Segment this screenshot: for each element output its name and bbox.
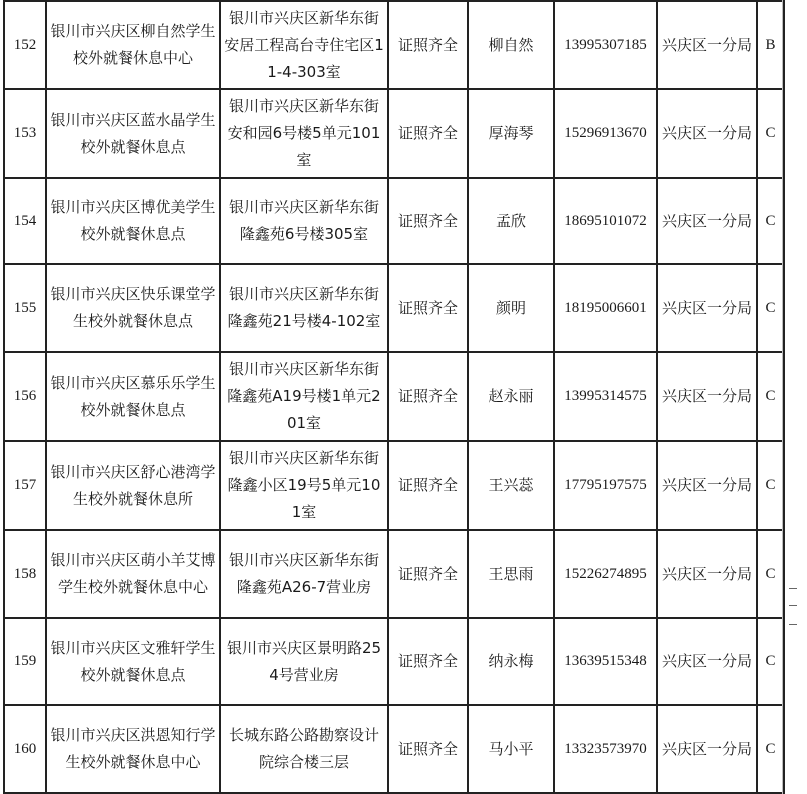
rating-grade: C	[757, 618, 784, 705]
contact-person: 王思雨	[468, 530, 554, 618]
venue-name: 银川市兴庆区洪恩知行学生校外就餐休息中心	[46, 705, 220, 793]
supervising-agency: 兴庆区一分局	[657, 441, 757, 530]
phone-number: 13639515348	[554, 618, 657, 705]
supervising-agency: 兴庆区一分局	[657, 530, 757, 618]
phone-number: 13323573970	[554, 705, 657, 793]
venue-address: 银川市兴庆区新华东街隆鑫苑21号楼4-102室	[220, 264, 388, 352]
adjacent-page-edge	[782, 0, 805, 794]
table-row	[4, 441, 784, 530]
contact-person: 颜明	[468, 264, 554, 352]
contact-person: 马小平	[468, 705, 554, 793]
supervising-agency: 兴庆区一分局	[657, 352, 757, 441]
venue-address: 长城东路公路勘察设计院综合楼三层	[220, 705, 388, 793]
registry-table	[3, 0, 785, 794]
contact-person: 柳自然	[468, 1, 554, 89]
license-status: 证照齐全	[388, 1, 468, 89]
contact-person: 厚海琴	[468, 89, 554, 178]
supervising-agency: 兴庆区一分局	[657, 705, 757, 793]
rating-grade: C	[757, 89, 784, 178]
venue-name: 银川市兴庆区博优美学生校外就餐休息点	[46, 178, 220, 264]
supervising-agency: 兴庆区一分局	[657, 618, 757, 705]
license-status: 证照齐全	[388, 618, 468, 705]
contact-person: 纳永梅	[468, 618, 554, 705]
phone-number: 17795197575	[554, 441, 657, 530]
venue-address: 银川市兴庆区新华东街隆鑫苑A19号楼1单元201室	[220, 352, 388, 441]
phone-number: 18195006601	[554, 264, 657, 352]
venue-name: 银川市兴庆区蓝水晶学生校外就餐休息点	[46, 89, 220, 178]
venue-name: 银川市兴庆区柳自然学生校外就餐休息中心	[46, 1, 220, 89]
supervising-agency: 兴庆区一分局	[657, 1, 757, 89]
venue-name: 银川市兴庆区快乐课堂学生校外就餐休息点	[46, 264, 220, 352]
venue-address: 银川市兴庆区新华东街隆鑫苑A26-7营业房	[220, 530, 388, 618]
rating-grade: C	[757, 705, 784, 793]
table-row	[4, 530, 784, 618]
contact-person: 赵永丽	[468, 352, 554, 441]
phone-number: 13995314575	[554, 352, 657, 441]
row-number: 158	[4, 530, 46, 618]
table-row	[4, 89, 784, 178]
row-number: 152	[4, 1, 46, 89]
license-status: 证照齐全	[388, 178, 468, 264]
venue-name: 银川市兴庆区慕乐乐学生校外就餐休息点	[46, 352, 220, 441]
table-row	[4, 705, 784, 793]
license-status: 证照齐全	[388, 264, 468, 352]
phone-number: 15296913670	[554, 89, 657, 178]
venue-name: 银川市兴庆区文雅轩学生校外就餐休息点	[46, 618, 220, 705]
license-status: 证照齐全	[388, 705, 468, 793]
row-number: 157	[4, 441, 46, 530]
table-row	[4, 618, 784, 705]
table-row	[4, 352, 784, 441]
row-number: 155	[4, 264, 46, 352]
rating-grade: C	[757, 178, 784, 264]
table-row	[4, 178, 784, 264]
row-number: 159	[4, 618, 46, 705]
venue-address: 银川市兴庆区景明路254号营业房	[220, 618, 388, 705]
phone-number: 15226274895	[554, 530, 657, 618]
contact-person: 王兴蕊	[468, 441, 554, 530]
rating-grade: C	[757, 264, 784, 352]
license-status: 证照齐全	[388, 441, 468, 530]
venue-address: 银川市兴庆区新华东街安和园6号楼5单元101室	[220, 89, 388, 178]
phone-number: 13995307185	[554, 1, 657, 89]
row-number: 153	[4, 89, 46, 178]
row-number: 156	[4, 352, 46, 441]
license-status: 证照齐全	[388, 352, 468, 441]
rating-grade: C	[757, 441, 784, 530]
row-number: 160	[4, 705, 46, 793]
venue-address: 银川市兴庆区新华东街隆鑫苑6号楼305室	[220, 178, 388, 264]
rating-grade: C	[757, 530, 784, 618]
row-number: 154	[4, 178, 46, 264]
phone-number: 18695101072	[554, 178, 657, 264]
venue-address: 银川市兴庆区新华东街隆鑫小区19号5单元101室	[220, 441, 388, 530]
table-row	[4, 1, 784, 89]
license-status: 证照齐全	[388, 89, 468, 178]
supervising-agency: 兴庆区一分局	[657, 89, 757, 178]
rating-grade: B	[757, 1, 784, 89]
venue-address: 银川市兴庆区新华东街安居工程高台寺住宅区11-4-303室	[220, 1, 388, 89]
rating-grade: C	[757, 352, 784, 441]
license-status: 证照齐全	[388, 530, 468, 618]
table-row	[4, 264, 784, 352]
venue-name: 银川市兴庆区萌小羊艾博学生校外就餐休息中心	[46, 530, 220, 618]
contact-person: 孟欣	[468, 178, 554, 264]
supervising-agency: 兴庆区一分局	[657, 178, 757, 264]
venue-name: 银川市兴庆区舒心港湾学生校外就餐休息所	[46, 441, 220, 530]
supervising-agency: 兴庆区一分局	[657, 264, 757, 352]
